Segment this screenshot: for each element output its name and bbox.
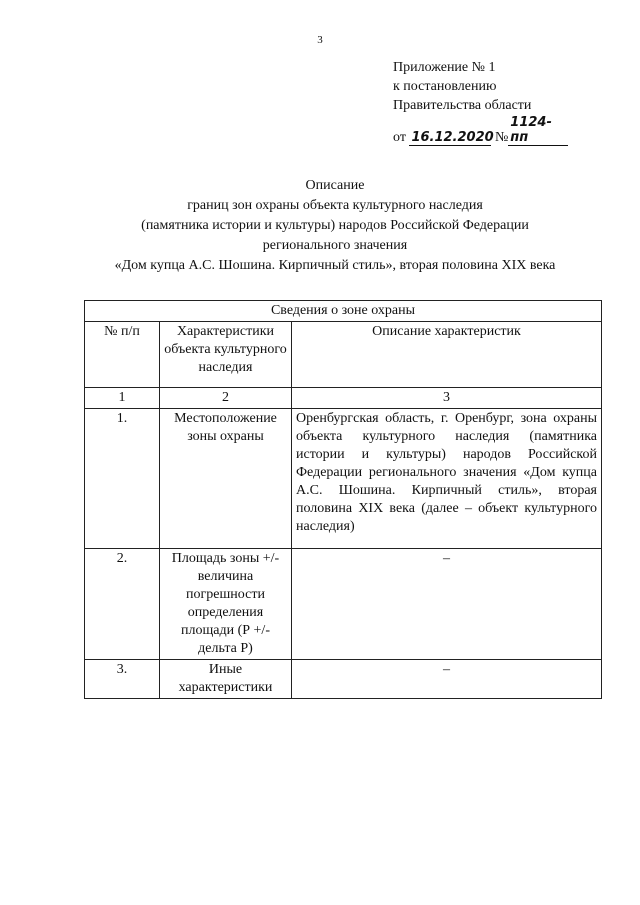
appendix-line-2: к постановлению (393, 79, 497, 94)
appendix-line-1: Приложение № 1 (393, 60, 496, 75)
protection-zone-table (84, 300, 602, 699)
table-numbering-row (85, 388, 602, 409)
row-description: – (292, 660, 602, 699)
row-characteristic: Местоположение зоны охраны (160, 409, 292, 549)
title-line-5: «Дом купца А.С. Шошина. Кирпичный стиль», вторая половина XIX века (114, 258, 556, 273)
table-caption: Сведения о зоне охраны (85, 301, 602, 322)
table-header-row (85, 322, 602, 388)
numbering-cell: 2 (160, 388, 292, 409)
decree-number: 1124-пп (508, 115, 568, 146)
title-line-3: (памятника истории и культуры) народов Российской Федерации (141, 218, 529, 233)
row-description: Оренбургская область, г. Оренбург, зона охраны объекта культурного наследия (памятника истории и культуры) народов Российской Федерации регионального значения «Дом купца А.С. Шошина. Кирпичный стиль», вторая половина XIX века (далее – объект культурного наследия) (292, 409, 602, 549)
numbering-cell: 3 (292, 388, 602, 409)
row-number: 3. (85, 660, 160, 699)
decree-date: 16.12.2020 (411, 130, 494, 145)
table-row (85, 409, 602, 549)
title-line-2: границ зон охраны объекта культурного наследия (187, 198, 483, 213)
number-prefix: № (494, 130, 509, 145)
appendix-line-3: Правительства области (393, 98, 532, 113)
appendix-header (393, 58, 568, 147)
row-characteristic: Площадь зоны +/- величина погрешности определения площади (Р +/- дельта Р) (160, 549, 292, 660)
document-title (70, 176, 600, 276)
page-number: 3 (317, 34, 323, 46)
row-characteristic: Иные характеристики (160, 660, 292, 699)
header-description: Описание характеристик (292, 322, 602, 388)
header-characteristic: Характеристики объекта культурного наследия (160, 322, 292, 388)
title-line-4: регионального значения (262, 238, 408, 253)
row-number: 1. (85, 409, 160, 549)
header-number: № п/п (85, 322, 160, 388)
from-prefix: от (393, 130, 406, 145)
appendix-date-line (393, 115, 568, 147)
title-line-1: Описание (305, 178, 365, 193)
numbering-cell: 1 (85, 388, 160, 409)
row-number: 2. (85, 549, 160, 660)
table-caption-row (85, 301, 602, 322)
table-row (85, 549, 602, 660)
row-description: – (292, 549, 602, 660)
table-row (85, 660, 602, 699)
